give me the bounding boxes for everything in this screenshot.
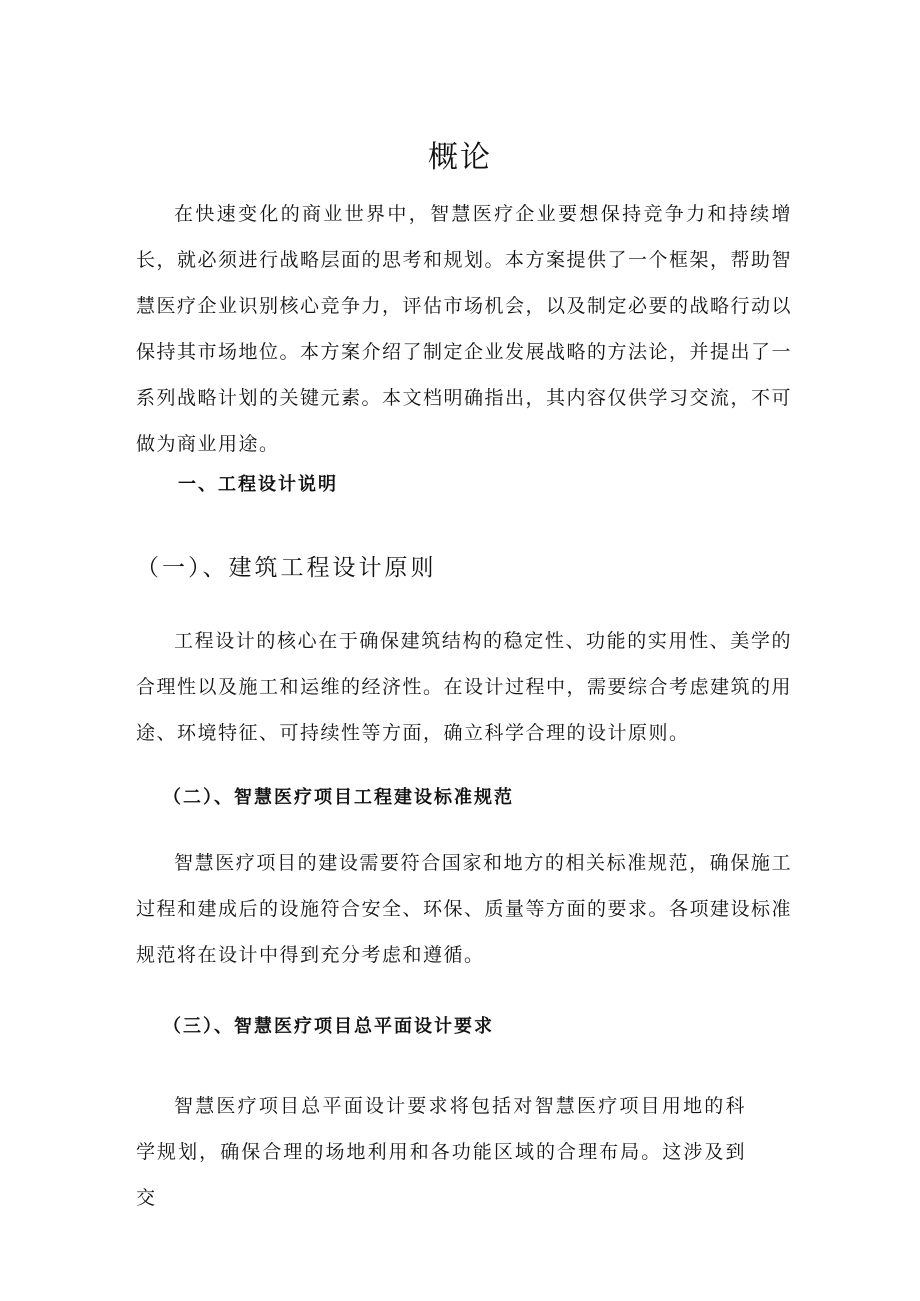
subsection-heading-design-principles: （一）、建筑工程设计原则 [136, 555, 437, 581]
intro-paragraph: 在快速变化的商业世界中，智慧医疗企业要想保持竞争力和持续增长，就必须进行战略层面的思考和规划。本方案提供了一个框架，帮助智慧医疗企业识别核心竞争力，评估市场机会，以及制定必要的战略行动以保持其市场地位。本方案介绍了制定企业发展战略的方法论，并提出了一系列战略计划的关键元素。本文档明确指出，其内容仅供学习交流，不可做为商业用途。 [136, 203, 793, 455]
design-principles-paragraph: 工程设计的核心在于确保建筑结构的稳定性、功能的实用性、美学的合理性以及施工和运维的经济性。在设计过程中，需要综合考虑建筑的用途、环境特征、可持续性等方面，确立科学合理的设计原则。 [136, 630, 793, 744]
construction-standards-paragraph: 智慧医疗项目的建设需要符合国家和地方的相关标准规范，确保施工过程和建成后的设施符合安全、环保、质量等方面的要求。各项建设标准规范将在设计中得到充分考虑和遵循。 [136, 852, 793, 966]
subsection-heading-construction-standards: （二）、智慧医疗项目工程建设标准规范 [163, 787, 514, 808]
document-title: 概论 [428, 140, 492, 176]
site-plan-requirements-paragraph: 智慧医疗项目总平面设计要求将包括对智慧医疗项目用地的科学规划，确保合理的场地利用和各功能区域的合理布局。这涉及到交 [136, 1095, 746, 1209]
section-heading-engineering-design: 一、工程设计说明 [178, 474, 338, 495]
subsection-heading-site-plan-requirements: （三）、智慧医疗项目总平面设计要求 [163, 1016, 494, 1037]
